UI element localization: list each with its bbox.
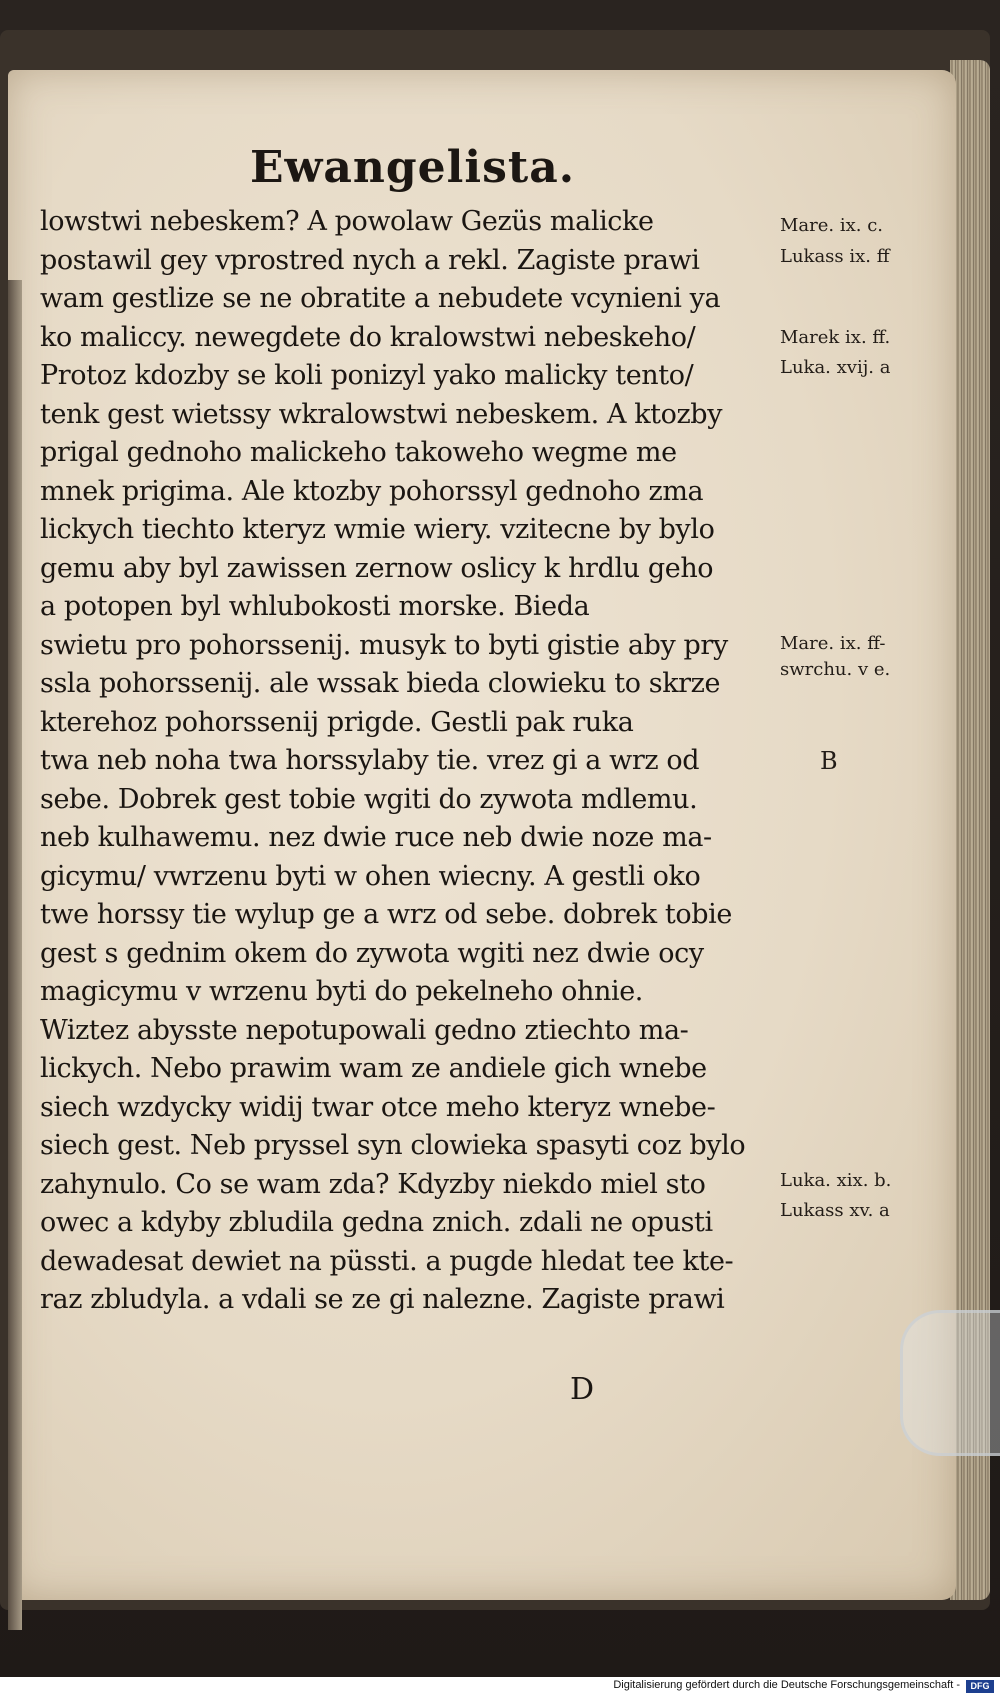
footer-credit: Digitalisierung gefördert durch die Deutsche Forschungsgemeinschaft - bbox=[613, 1679, 960, 1691]
text-line: neb kulhawemu. nez dwie ruce neb dwie noze ma- bbox=[40, 822, 712, 853]
text-line: prigal gednoho malickeho takoweho wegme me bbox=[40, 437, 677, 468]
text-line: twe horssy tie wylup ge a wrz od sebe. dobrek tobie bbox=[40, 899, 732, 930]
marginal-note: Mare. ix. ff- bbox=[780, 632, 886, 654]
text-line: ko maliccy. newegdete do kralowstwi nebeskeho/ bbox=[40, 321, 696, 353]
text-line: swietu pro pohorssenij. musyk to byti gistie aby pry bbox=[40, 629, 728, 661]
footer-bar bbox=[0, 1677, 1000, 1697]
running-head: Ewangelista. bbox=[250, 142, 576, 193]
text-line: postawil gey vprostred nych a rekl. Zagiste prawi bbox=[40, 244, 700, 276]
text-line: sebe. Dobrek gest tobie wgiti do zywota mdlemu. bbox=[40, 783, 698, 815]
text-line: gicymu/ vwrzenu byti w ohen wiecny. A gestli oko bbox=[40, 860, 701, 892]
signature-mark: D bbox=[570, 1372, 595, 1407]
marginal-note: Lukass xv. a bbox=[780, 1200, 890, 1221]
text-line: dewadesat dewiet na püssti. a pugde hledat tee kte- bbox=[40, 1245, 734, 1277]
text-line: gemu aby byl zawissen zernow oslicy k hrdlu geho bbox=[40, 552, 714, 584]
marginal-note: Luka. xvij. a bbox=[780, 357, 891, 378]
marginal-note: B bbox=[820, 747, 838, 775]
body-text bbox=[40, 203, 892, 1320]
text-line: raz zbludyla. a vdali se ze gi nalezne. Zagiste prawi bbox=[40, 1284, 725, 1315]
text-line: kterehoz pohorssenij prigde. Gestli pak ruka bbox=[40, 706, 634, 738]
text-line: owec a kdyby zbludila gedna znich. zdali ne opusti bbox=[40, 1207, 713, 1238]
text-line: siech wzdycky widij twar otce meho kteryz wnebe- bbox=[40, 1091, 716, 1123]
gutter-shadow bbox=[8, 280, 22, 1630]
text-line: mnek prigima. Ale ktozby pohorssyl gednoho zma bbox=[40, 475, 704, 507]
text-line: Protoz kdozby se koli ponizyl yako malicky tento/ bbox=[40, 360, 694, 391]
marginal-note: Lukass ix. ff bbox=[780, 245, 890, 267]
text-line: twa neb noha twa horssylaby tie. vrez gi a wrz od bbox=[40, 745, 700, 776]
marginal-note: Luka. xix. b. bbox=[780, 1169, 892, 1191]
marginal-note: Marek ix. ff. bbox=[780, 326, 891, 348]
marginal-note: swrchu. v e. bbox=[780, 659, 891, 680]
dfg-logo: DFG bbox=[966, 1680, 994, 1693]
text-line: Wiztez abysste nepotupowali gedno ztiechto ma- bbox=[40, 1014, 689, 1046]
text-line: lowstwi nebeskem? A powolaw Gezüs malicke bbox=[40, 206, 654, 237]
text-line: siech gest. Neb pryssel syn clowieka spasyti coz bylo bbox=[40, 1130, 746, 1161]
text-line: lickych. Nebo prawim wam ze andiele gich wnebe bbox=[40, 1053, 707, 1084]
text-line: magicymu v wrzenu byti do pekelneho ohnie. bbox=[40, 976, 643, 1007]
text-line: wam gestlize se ne obratite a nebudete vcynieni ya bbox=[40, 283, 721, 314]
text-line: tenk gest wietssy wkralowstwi nebeskem. A ktozby bbox=[40, 398, 723, 430]
text-line: lickych tiechto kteryz wmie wiery. vzitecne by bylo bbox=[40, 514, 715, 545]
glass-weight bbox=[900, 1310, 1000, 1456]
text-line: zahynulo. Co se wam zda? Kdyzby niekdo miel sto bbox=[40, 1168, 706, 1200]
marginal-note: Mare. ix. c. bbox=[780, 215, 884, 236]
text-line: a potopen byl whlubokosti morske. Bieda bbox=[40, 591, 590, 622]
text-line: ssla pohorssenij. ale wssak bieda clowieku to skrze bbox=[40, 668, 721, 699]
text-line: gest s gednim okem do zywota wgiti nez dwie ocy bbox=[40, 937, 704, 969]
